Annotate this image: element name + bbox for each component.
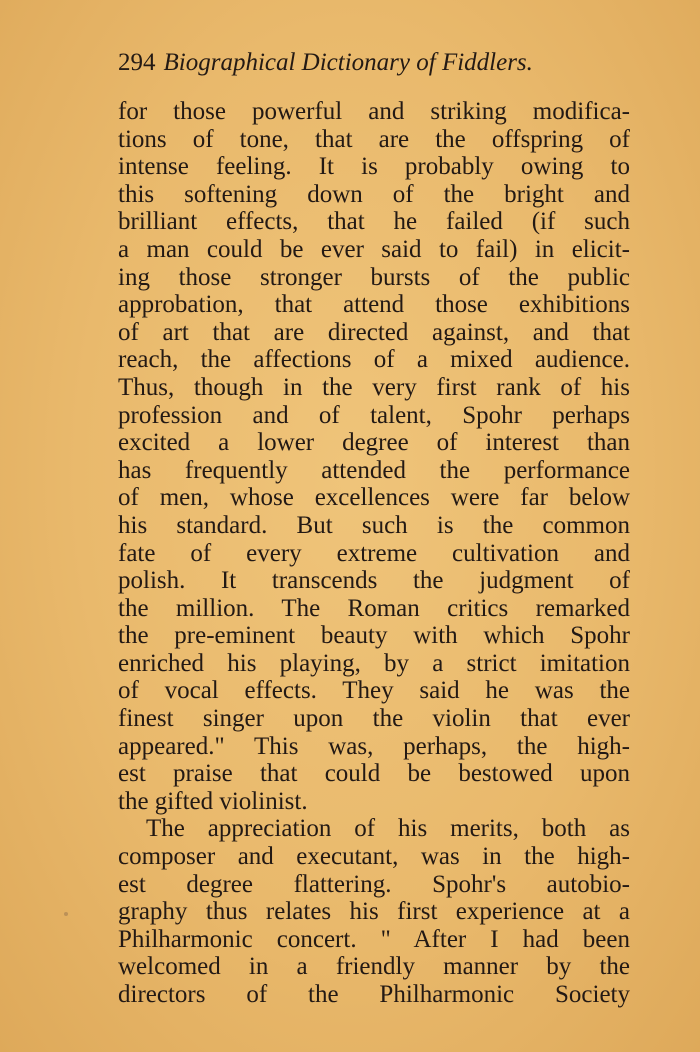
text-line: profession and of talent, Spohr perhaps [118,401,630,429]
text-line: tions of tone, that are the offspring of [118,125,630,153]
text-line: composer and executant, was in the high- [118,843,630,871]
running-header [118,46,588,80]
text-line: est degree flattering. Spohr's autobio- [118,870,630,898]
text-line: directors of the Philharmonic Society [118,981,630,1008]
text-line: approbation, that attend those exhibitions [118,291,630,319]
text-line: est praise that could be bestowed upon [118,760,630,788]
paper-speck [64,912,68,916]
text-line: graphy thus relates his first experience at a [118,898,630,926]
text-line: Philharmonic concert. " After I had been [118,925,630,953]
text-line: a man could be ever said to fail) in elicit- [118,235,630,263]
text-line: intense feeling. It is probably owing to [118,153,630,181]
running-title: Biographical Dictionary of Fiddlers. [163,49,533,76]
text-line: of men, whose excellences were far below [118,484,630,512]
body-text [118,98,630,1009]
text-line: ing those stronger bursts of the public [118,263,630,291]
text-line: has frequently attended the performance [118,456,630,484]
text-line: enriched his playing, by a strict imitation [118,649,630,677]
paragraph-start-line: The appreciation of his merits, both as [146,815,630,843]
text-line: finest singer upon the violin that ever [118,705,630,733]
text-line: the pre-eminent beauty with which Spohr [118,622,630,650]
page-number: 294 [118,49,156,76]
paragraph-end-line: the gifted violinist. [118,787,308,815]
text-line: welcomed in a friendly manner by the [118,953,630,981]
text-line: of art that are directed against, and that [118,318,630,346]
text-line: fate of every extreme cultivation and [118,539,630,567]
text-line: appeared." This was, perhaps, the high- [118,732,630,760]
text-line: for those powerful and striking modifica- [118,98,630,125]
text-line: his standard. But such is the common [118,511,630,539]
text-line: brilliant effects, that he failed (if such [118,208,630,236]
text-line: of vocal effects. They said he was the [118,677,630,705]
text-line: excited a lower degree of interest than [118,429,630,457]
text-line: Thus, though in the very first rank of his [118,373,630,401]
text-line: the million. The Roman critics remarked [118,594,630,622]
text-line: polish. It transcends the judgment of [118,567,630,595]
text-line: reach, the affections of a mixed audience. [118,346,630,374]
text-line: this softening down of the bright and [118,180,630,208]
